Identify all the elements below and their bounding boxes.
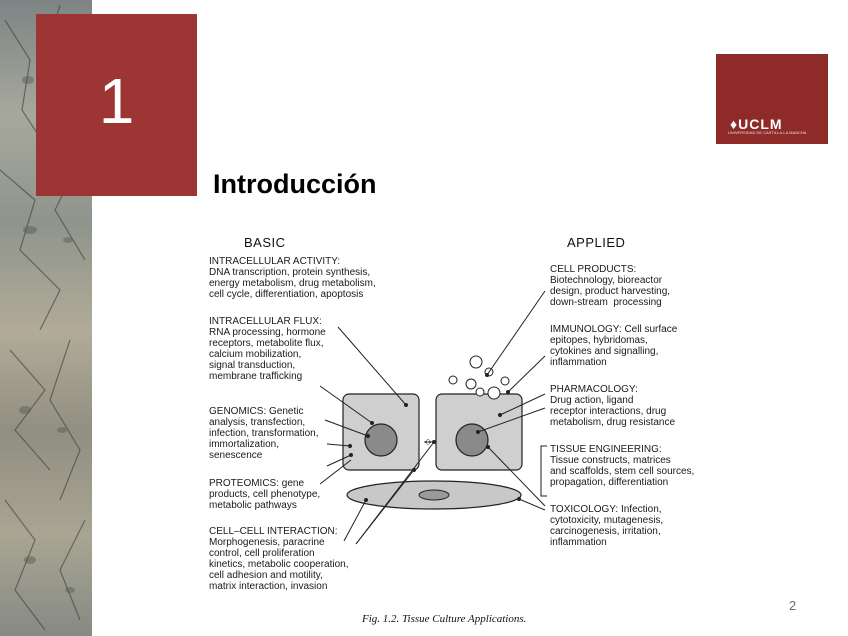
basic-cell-cell-interaction — [209, 526, 349, 592]
label-body: Biotechnology, bioreactor design, product harvesting, down-stream processing — [550, 275, 671, 308]
label-title: PHARMACOLOGY: — [550, 384, 638, 395]
label-body: epitopes, hybridomas, cytokines and signalling, inflammation — [550, 335, 659, 368]
label-title: CELL–CELL INTERACTION: — [209, 526, 338, 537]
logo-subtitle: UNIVERSIDAD DE CASTILLA-LA MANCHA — [728, 130, 807, 135]
basic-proteomics — [209, 478, 320, 511]
applied-cell-products — [550, 264, 670, 308]
nucleus-right — [456, 424, 488, 456]
label-title: TISSUE ENGINEERING: — [550, 444, 662, 455]
label-body: DNA transcription, protein synthesis, energy metabolism, drug metabolism, cell cycle, differentiation, apoptosis — [209, 267, 376, 300]
page-title: Introducción — [213, 169, 377, 199]
label-body: cytotoxicity, mutagenesis, carcinogenesis, irritation, inflammation — [550, 515, 664, 548]
applied-header: APPLIED — [567, 235, 626, 250]
logo-wordmark: ♦UCLM — [730, 116, 783, 132]
label-title: CELL PRODUCTS: — [550, 264, 637, 275]
applied-toxicology — [550, 504, 663, 548]
label-title: IMMUNOLOGY: Cell surface — [550, 324, 678, 335]
label-title: INTRACELLULAR FLUX: — [209, 316, 322, 327]
nucleus-left — [365, 424, 397, 456]
section-number: 1 — [98, 65, 135, 137]
basic-genomics — [209, 406, 319, 461]
basic-intracellular-activity — [209, 256, 376, 300]
label-body: products, cell phenotype, metabolic pathways — [209, 489, 321, 511]
applied-pharmacology — [550, 384, 675, 428]
page-number: 2 — [789, 598, 797, 613]
label-title: INTRACELLULAR ACTIVITY: — [209, 256, 341, 267]
label-title: GENOMICS: Genetic — [209, 406, 304, 417]
label-body: Morphogenesis, paracrine control, cell proliferation kinetics, metabolic cooperation, cell adhesion and motility, matrix interaction, invasion — [209, 537, 349, 592]
applied-immunology — [550, 324, 677, 368]
label-body: Drug action, ligand receptor interactions, drug metabolism, drug resistance — [550, 395, 676, 428]
label-title: TOXICOLOGY: Infection, — [550, 504, 662, 515]
secreted-products — [449, 356, 509, 399]
label-body: RNA processing, hormone receptors, metabolite flux, calcium mobilization, signal transduction, membrane trafficking — [209, 327, 326, 382]
applied-tissue-engineering — [550, 444, 694, 488]
basic-header: BASIC — [244, 235, 286, 250]
label-title: PROTEOMICS: gene — [209, 478, 305, 489]
label-body: analysis, transfection, infection, transformation, immortalization, senescence — [209, 417, 319, 461]
figure-caption: Fig. 1.2. Tissue Culture Applications. — [362, 613, 527, 625]
label-body: Tissue constructs, matrices and scaffolds, stem cell sources, propagation, differentiation — [550, 455, 695, 488]
logo-name: UCLM — [738, 116, 783, 132]
matrix-center — [419, 490, 449, 500]
basic-intracellular-flux — [209, 316, 326, 382]
